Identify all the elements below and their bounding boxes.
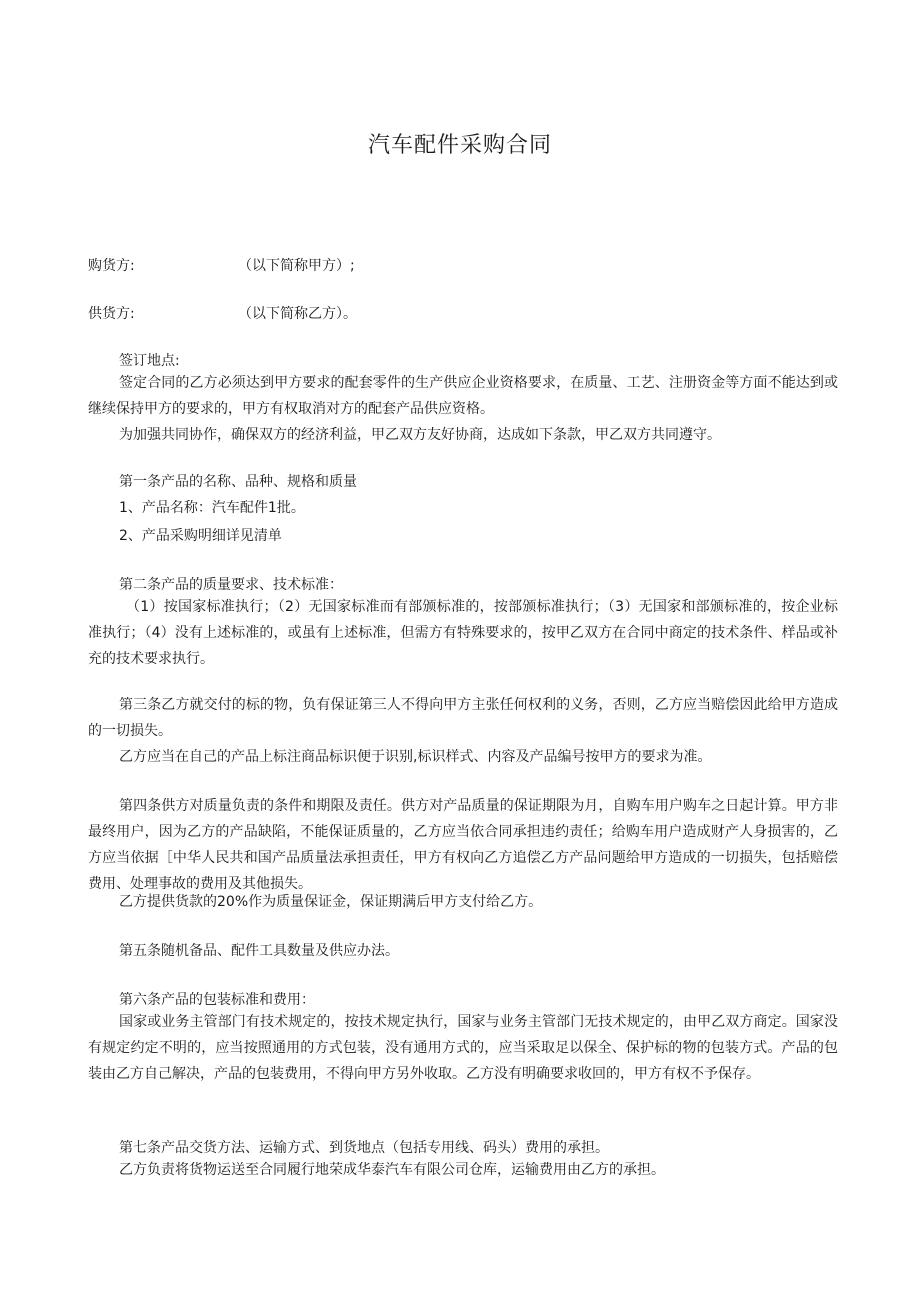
- article-2-heading: 第二条产品的质量要求、技术标准：: [119, 577, 343, 593]
- article-7-body: 乙方负责将货物运送至合同履行地荣成华泰汽车有限公司仓库，运输费用由乙方的承担。: [119, 1162, 665, 1178]
- article-7-heading: 第七条产品交货方法、运输方式、到货地点（包括专用线、码头）费用的承担。: [119, 1140, 609, 1156]
- article-3-body-2: 乙方应当在自己的产品上标注商品标识便于识别,标识样式、内容及产品编号按甲方的要求为准。: [119, 749, 712, 765]
- sign-place: 签订地点:: [119, 353, 180, 369]
- article-3-body-1: 第三条乙方就交付的标的物，负有保证第三人不得向甲方主张任何权利的义务，否则，乙方应当赔偿因此给甲方造成的一切损失。: [88, 697, 838, 739]
- article-1-item-1: 1、产品名称：汽车配件1批。: [119, 500, 305, 516]
- intro-paragraph-2: 为加强共同协作，确保双方的经济利益，甲乙双方友好协商，达成如下条款，甲乙双方共同遵守。: [119, 427, 721, 443]
- buyer-note: （以下简称甲方）;: [238, 258, 355, 274]
- article-2-body: （1）按国家标准执行；（2）无国家标准而有部颁标准的，按部颁标准执行；（3）无国家和部颁标准的，按企业标准执行；（4）没有上述标准的，或虽有上述标准，但需方有特殊要求的，按甲乙双方在合同中商定的技术条件、样品或补充的技术要求执行。: [88, 599, 838, 667]
- intro-paragraph-1: 签定合同的乙方必须达到甲方要求的配套零件的生产供应企业资格要求，在质量、工艺、注册资金等方面不能达到或继续保持甲方的要求的，甲方有权取消对方的配套产品供应资格。: [88, 375, 838, 417]
- supplier-label: 供货方:: [88, 306, 135, 322]
- article-1-item-2: 2、产品采购明细详见清单: [119, 528, 282, 544]
- buyer-label: 购货方:: [88, 258, 135, 274]
- supplier-note: （以下简称乙方）。: [238, 306, 357, 322]
- article-5-heading: 第五条随机备品、配件工具数量及供应办法。: [119, 943, 399, 959]
- page-title: 汽车配件采购合同: [367, 133, 552, 158]
- article-4-body-1: 第四条供方对质量负责的条件和期限及责任。供方对产品质量的保证期限为月，自购车用户购车之日起计算。甲方非最终用户，因为乙方的产品缺陷，不能保证质量的，乙方应当依合同承担违约责任；给购车用户造成财产人身损害的，乙方应当依据［中华人民共和国产品质量法承担责任，甲方有权向乙方追偿乙方产品问题给甲方造成的一切损失，包括赔偿费用、处理事故的费用及其他损失。: [88, 798, 838, 892]
- article-6-heading: 第六条产品的包装标准和费用：: [119, 992, 315, 1008]
- article-6-body: 国家或业务主管部门有技术规定的，按技术规定执行，国家与业务主管部门无技术规定的，由甲乙双方商定。国家没有规定约定不明的，应当按照通用的方式包装，没有通用方式的，应当采取足以保全、保护标的物的包装方式。产品的包装由乙方自己解决，产品的包装费用，不得向甲方另外收取。乙方没有明确要求收回的，甲方有权不予保存。: [88, 1014, 838, 1082]
- article-4-body-2: 乙方提供货款的20%作为质量保证金，保证期满后甲方支付给乙方。: [119, 894, 543, 910]
- article-1-heading: 第一条产品的名称、品种、规格和质量: [119, 474, 357, 490]
